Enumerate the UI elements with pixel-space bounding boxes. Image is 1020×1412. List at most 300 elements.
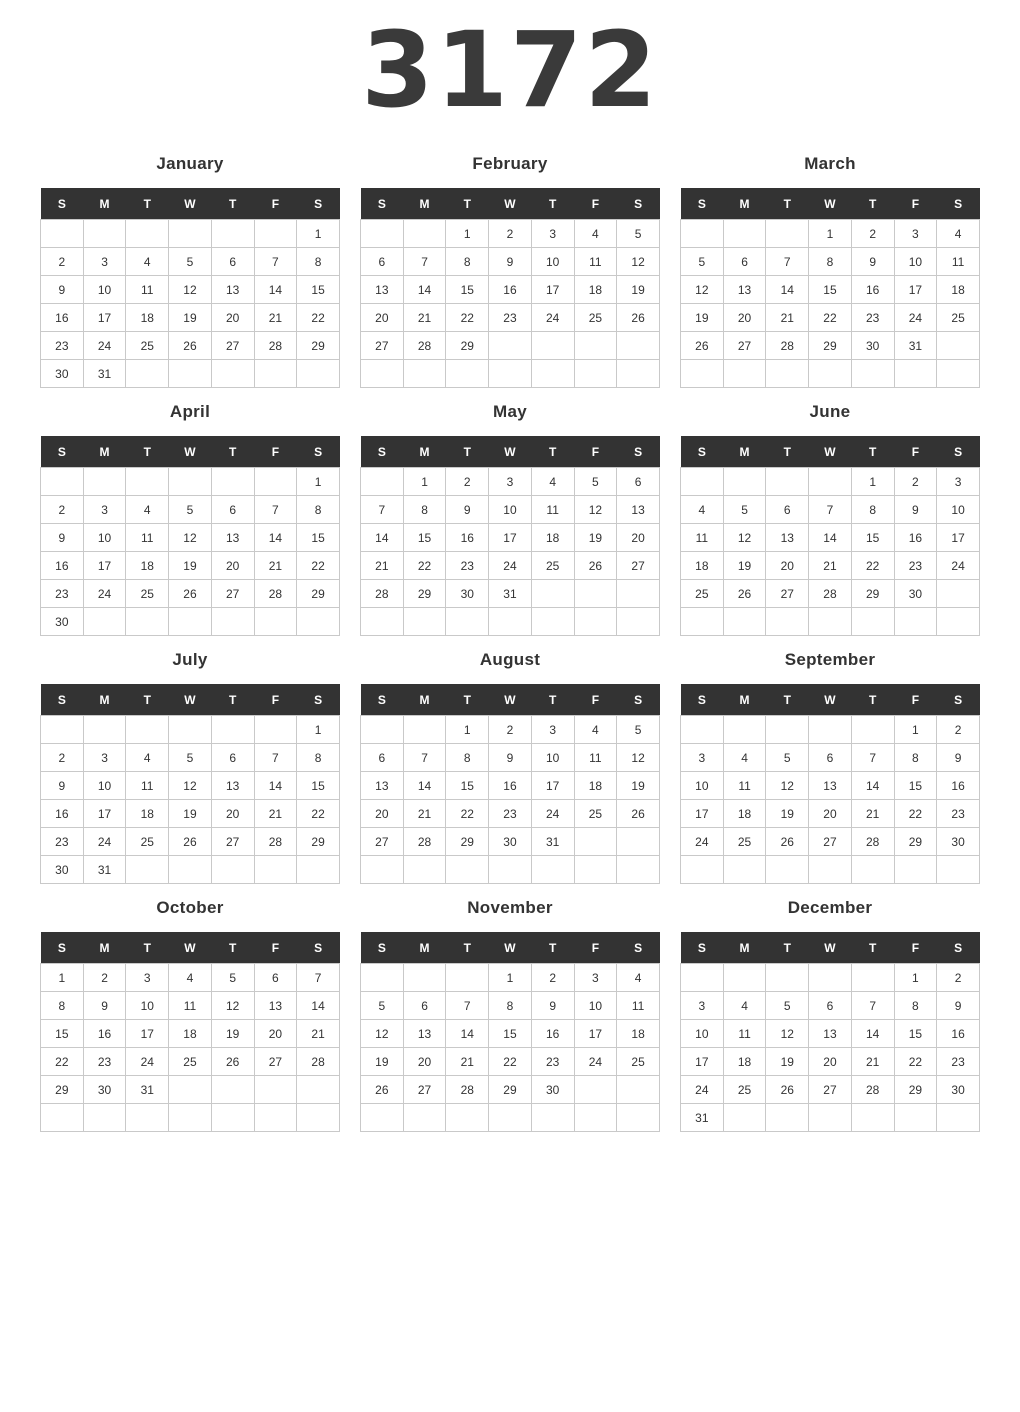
day-cell[interactable]: 25 xyxy=(937,304,980,332)
day-cell[interactable]: 27 xyxy=(254,1048,297,1076)
day-cell[interactable]: 24 xyxy=(531,304,574,332)
day-cell[interactable]: 12 xyxy=(617,248,660,276)
day-cell[interactable]: 17 xyxy=(83,800,126,828)
day-cell[interactable]: 16 xyxy=(41,800,84,828)
day-cell[interactable]: 4 xyxy=(126,248,169,276)
day-cell[interactable]: 10 xyxy=(937,496,980,524)
day-cell[interactable]: 25 xyxy=(126,828,169,856)
day-cell[interactable]: 25 xyxy=(617,1048,660,1076)
day-cell[interactable]: 1 xyxy=(894,716,937,744)
day-cell[interactable]: 21 xyxy=(403,304,446,332)
day-cell[interactable]: 28 xyxy=(851,828,894,856)
day-cell[interactable]: 3 xyxy=(937,468,980,496)
day-cell[interactable]: 23 xyxy=(894,552,937,580)
day-cell[interactable]: 23 xyxy=(446,552,489,580)
day-cell[interactable]: 2 xyxy=(489,716,532,744)
day-cell[interactable]: 5 xyxy=(169,744,212,772)
day-cell[interactable]: 5 xyxy=(211,964,254,992)
day-cell[interactable]: 28 xyxy=(254,580,297,608)
day-cell[interactable]: 20 xyxy=(361,304,404,332)
day-cell[interactable]: 3 xyxy=(83,248,126,276)
day-cell[interactable]: 13 xyxy=(809,1020,852,1048)
day-cell[interactable]: 21 xyxy=(446,1048,489,1076)
day-cell[interactable]: 2 xyxy=(41,248,84,276)
day-cell[interactable]: 4 xyxy=(574,220,617,248)
day-cell[interactable]: 12 xyxy=(361,1020,404,1048)
day-cell[interactable]: 13 xyxy=(403,1020,446,1048)
day-cell[interactable]: 21 xyxy=(254,552,297,580)
day-cell[interactable]: 19 xyxy=(361,1048,404,1076)
day-cell[interactable]: 1 xyxy=(297,220,340,248)
day-cell[interactable]: 16 xyxy=(894,524,937,552)
day-cell[interactable]: 12 xyxy=(169,772,212,800)
day-cell[interactable]: 18 xyxy=(531,524,574,552)
day-cell[interactable]: 11 xyxy=(531,496,574,524)
day-cell[interactable]: 22 xyxy=(297,552,340,580)
day-cell[interactable]: 6 xyxy=(809,992,852,1020)
day-cell[interactable]: 2 xyxy=(446,468,489,496)
day-cell[interactable]: 30 xyxy=(41,360,84,388)
day-cell[interactable]: 16 xyxy=(937,772,980,800)
day-cell[interactable]: 11 xyxy=(126,524,169,552)
day-cell[interactable]: 17 xyxy=(574,1020,617,1048)
day-cell[interactable]: 9 xyxy=(489,744,532,772)
day-cell[interactable]: 21 xyxy=(851,1048,894,1076)
day-cell[interactable]: 15 xyxy=(851,524,894,552)
day-cell[interactable]: 28 xyxy=(403,828,446,856)
day-cell[interactable]: 25 xyxy=(574,800,617,828)
day-cell[interactable]: 13 xyxy=(809,772,852,800)
day-cell[interactable]: 2 xyxy=(937,964,980,992)
day-cell[interactable]: 10 xyxy=(83,772,126,800)
day-cell[interactable]: 1 xyxy=(297,716,340,744)
day-cell[interactable]: 29 xyxy=(446,828,489,856)
day-cell[interactable]: 27 xyxy=(361,332,404,360)
day-cell[interactable]: 6 xyxy=(211,496,254,524)
day-cell[interactable]: 19 xyxy=(681,304,724,332)
day-cell[interactable]: 30 xyxy=(894,580,937,608)
day-cell[interactable]: 1 xyxy=(403,468,446,496)
day-cell[interactable]: 17 xyxy=(489,524,532,552)
day-cell[interactable]: 17 xyxy=(531,772,574,800)
day-cell[interactable]: 11 xyxy=(937,248,980,276)
day-cell[interactable]: 12 xyxy=(574,496,617,524)
day-cell[interactable]: 3 xyxy=(83,744,126,772)
day-cell[interactable]: 22 xyxy=(894,1048,937,1076)
day-cell[interactable]: 15 xyxy=(809,276,852,304)
day-cell[interactable]: 23 xyxy=(41,828,84,856)
day-cell[interactable]: 23 xyxy=(937,800,980,828)
day-cell[interactable]: 21 xyxy=(297,1020,340,1048)
day-cell[interactable]: 4 xyxy=(723,992,766,1020)
day-cell[interactable]: 30 xyxy=(489,828,532,856)
day-cell[interactable]: 18 xyxy=(574,772,617,800)
day-cell[interactable]: 12 xyxy=(169,276,212,304)
day-cell[interactable]: 24 xyxy=(83,580,126,608)
day-cell[interactable]: 15 xyxy=(894,1020,937,1048)
day-cell[interactable]: 20 xyxy=(809,1048,852,1076)
day-cell[interactable]: 26 xyxy=(723,580,766,608)
day-cell[interactable]: 26 xyxy=(766,828,809,856)
day-cell[interactable]: 16 xyxy=(446,524,489,552)
day-cell[interactable]: 15 xyxy=(403,524,446,552)
day-cell[interactable]: 5 xyxy=(169,248,212,276)
day-cell[interactable]: 3 xyxy=(83,496,126,524)
day-cell[interactable]: 24 xyxy=(937,552,980,580)
day-cell[interactable]: 18 xyxy=(723,800,766,828)
day-cell[interactable]: 20 xyxy=(723,304,766,332)
day-cell[interactable]: 14 xyxy=(766,276,809,304)
day-cell[interactable]: 18 xyxy=(617,1020,660,1048)
day-cell[interactable]: 16 xyxy=(489,276,532,304)
day-cell[interactable]: 7 xyxy=(403,248,446,276)
day-cell[interactable]: 8 xyxy=(489,992,532,1020)
day-cell[interactable]: 14 xyxy=(254,772,297,800)
day-cell[interactable]: 9 xyxy=(937,992,980,1020)
day-cell[interactable]: 6 xyxy=(617,468,660,496)
day-cell[interactable]: 27 xyxy=(403,1076,446,1104)
day-cell[interactable]: 30 xyxy=(851,332,894,360)
day-cell[interactable]: 14 xyxy=(297,992,340,1020)
day-cell[interactable]: 4 xyxy=(574,716,617,744)
day-cell[interactable]: 31 xyxy=(681,1104,724,1132)
day-cell[interactable]: 29 xyxy=(297,828,340,856)
day-cell[interactable]: 3 xyxy=(531,716,574,744)
day-cell[interactable]: 3 xyxy=(681,744,724,772)
day-cell[interactable]: 31 xyxy=(894,332,937,360)
day-cell[interactable]: 14 xyxy=(851,772,894,800)
day-cell[interactable]: 4 xyxy=(126,744,169,772)
day-cell[interactable]: 8 xyxy=(446,744,489,772)
day-cell[interactable]: 19 xyxy=(169,800,212,828)
day-cell[interactable]: 5 xyxy=(766,992,809,1020)
day-cell[interactable]: 3 xyxy=(489,468,532,496)
day-cell[interactable]: 5 xyxy=(617,220,660,248)
day-cell[interactable]: 20 xyxy=(809,800,852,828)
day-cell[interactable]: 13 xyxy=(254,992,297,1020)
day-cell[interactable]: 17 xyxy=(894,276,937,304)
day-cell[interactable]: 25 xyxy=(126,580,169,608)
day-cell[interactable]: 6 xyxy=(403,992,446,1020)
day-cell[interactable]: 7 xyxy=(766,248,809,276)
day-cell[interactable]: 7 xyxy=(254,248,297,276)
day-cell[interactable]: 3 xyxy=(574,964,617,992)
day-cell[interactable]: 29 xyxy=(41,1076,84,1104)
day-cell[interactable]: 9 xyxy=(446,496,489,524)
day-cell[interactable]: 6 xyxy=(254,964,297,992)
day-cell[interactable]: 31 xyxy=(83,856,126,884)
day-cell[interactable]: 8 xyxy=(851,496,894,524)
day-cell[interactable]: 25 xyxy=(723,828,766,856)
day-cell[interactable]: 1 xyxy=(41,964,84,992)
day-cell[interactable]: 23 xyxy=(531,1048,574,1076)
day-cell[interactable]: 7 xyxy=(809,496,852,524)
day-cell[interactable]: 18 xyxy=(169,1020,212,1048)
day-cell[interactable]: 26 xyxy=(169,580,212,608)
day-cell[interactable]: 6 xyxy=(809,744,852,772)
day-cell[interactable]: 21 xyxy=(403,800,446,828)
day-cell[interactable]: 5 xyxy=(169,496,212,524)
day-cell[interactable]: 21 xyxy=(361,552,404,580)
day-cell[interactable]: 22 xyxy=(297,800,340,828)
day-cell[interactable]: 23 xyxy=(489,800,532,828)
day-cell[interactable]: 20 xyxy=(211,800,254,828)
day-cell[interactable]: 10 xyxy=(681,772,724,800)
day-cell[interactable]: 3 xyxy=(126,964,169,992)
day-cell[interactable]: 11 xyxy=(126,772,169,800)
day-cell[interactable]: 15 xyxy=(446,276,489,304)
day-cell[interactable]: 21 xyxy=(254,800,297,828)
day-cell[interactable]: 19 xyxy=(766,1048,809,1076)
day-cell[interactable]: 3 xyxy=(894,220,937,248)
day-cell[interactable]: 11 xyxy=(723,1020,766,1048)
day-cell[interactable]: 22 xyxy=(489,1048,532,1076)
day-cell[interactable]: 5 xyxy=(574,468,617,496)
day-cell[interactable]: 29 xyxy=(297,332,340,360)
day-cell[interactable]: 16 xyxy=(41,552,84,580)
day-cell[interactable]: 9 xyxy=(83,992,126,1020)
day-cell[interactable]: 10 xyxy=(83,524,126,552)
day-cell[interactable]: 19 xyxy=(169,552,212,580)
day-cell[interactable]: 23 xyxy=(41,580,84,608)
day-cell[interactable]: 12 xyxy=(766,772,809,800)
day-cell[interactable]: 14 xyxy=(809,524,852,552)
day-cell[interactable]: 8 xyxy=(41,992,84,1020)
day-cell[interactable]: 13 xyxy=(361,276,404,304)
day-cell[interactable]: 14 xyxy=(403,772,446,800)
day-cell[interactable]: 29 xyxy=(446,332,489,360)
day-cell[interactable]: 20 xyxy=(254,1020,297,1048)
day-cell[interactable]: 24 xyxy=(531,800,574,828)
day-cell[interactable]: 22 xyxy=(446,304,489,332)
day-cell[interactable]: 10 xyxy=(83,276,126,304)
day-cell[interactable]: 1 xyxy=(894,964,937,992)
day-cell[interactable]: 19 xyxy=(617,276,660,304)
day-cell[interactable]: 11 xyxy=(169,992,212,1020)
day-cell[interactable]: 21 xyxy=(766,304,809,332)
day-cell[interactable]: 24 xyxy=(83,332,126,360)
day-cell[interactable]: 13 xyxy=(361,772,404,800)
day-cell[interactable]: 22 xyxy=(297,304,340,332)
day-cell[interactable]: 21 xyxy=(851,800,894,828)
day-cell[interactable]: 30 xyxy=(531,1076,574,1104)
day-cell[interactable]: 6 xyxy=(211,744,254,772)
day-cell[interactable]: 13 xyxy=(766,524,809,552)
day-cell[interactable]: 13 xyxy=(211,524,254,552)
day-cell[interactable]: 24 xyxy=(126,1048,169,1076)
day-cell[interactable]: 17 xyxy=(681,1048,724,1076)
day-cell[interactable]: 25 xyxy=(681,580,724,608)
day-cell[interactable]: 5 xyxy=(766,744,809,772)
day-cell[interactable]: 18 xyxy=(126,304,169,332)
day-cell[interactable]: 23 xyxy=(937,1048,980,1076)
day-cell[interactable]: 7 xyxy=(446,992,489,1020)
day-cell[interactable]: 17 xyxy=(681,800,724,828)
day-cell[interactable]: 29 xyxy=(894,1076,937,1104)
day-cell[interactable]: 1 xyxy=(851,468,894,496)
day-cell[interactable]: 6 xyxy=(361,248,404,276)
day-cell[interactable]: 8 xyxy=(403,496,446,524)
day-cell[interactable]: 7 xyxy=(851,992,894,1020)
day-cell[interactable]: 4 xyxy=(681,496,724,524)
day-cell[interactable]: 20 xyxy=(211,304,254,332)
day-cell[interactable]: 23 xyxy=(41,332,84,360)
day-cell[interactable]: 23 xyxy=(489,304,532,332)
day-cell[interactable]: 19 xyxy=(211,1020,254,1048)
day-cell[interactable]: 29 xyxy=(809,332,852,360)
day-cell[interactable]: 24 xyxy=(894,304,937,332)
day-cell[interactable]: 9 xyxy=(531,992,574,1020)
day-cell[interactable]: 19 xyxy=(617,772,660,800)
day-cell[interactable]: 29 xyxy=(851,580,894,608)
day-cell[interactable]: 30 xyxy=(937,828,980,856)
day-cell[interactable]: 24 xyxy=(489,552,532,580)
day-cell[interactable]: 20 xyxy=(211,552,254,580)
day-cell[interactable]: 17 xyxy=(126,1020,169,1048)
day-cell[interactable]: 27 xyxy=(211,828,254,856)
day-cell[interactable]: 11 xyxy=(574,744,617,772)
day-cell[interactable]: 27 xyxy=(361,828,404,856)
day-cell[interactable]: 2 xyxy=(41,744,84,772)
day-cell[interactable]: 30 xyxy=(41,856,84,884)
day-cell[interactable]: 23 xyxy=(851,304,894,332)
day-cell[interactable]: 20 xyxy=(403,1048,446,1076)
day-cell[interactable]: 15 xyxy=(41,1020,84,1048)
day-cell[interactable]: 19 xyxy=(766,800,809,828)
day-cell[interactable]: 16 xyxy=(531,1020,574,1048)
day-cell[interactable]: 22 xyxy=(809,304,852,332)
day-cell[interactable]: 2 xyxy=(894,468,937,496)
day-cell[interactable]: 7 xyxy=(361,496,404,524)
day-cell[interactable]: 10 xyxy=(894,248,937,276)
day-cell[interactable]: 26 xyxy=(361,1076,404,1104)
day-cell[interactable]: 2 xyxy=(489,220,532,248)
day-cell[interactable]: 2 xyxy=(851,220,894,248)
day-cell[interactable]: 10 xyxy=(574,992,617,1020)
day-cell[interactable]: 1 xyxy=(446,220,489,248)
day-cell[interactable]: 18 xyxy=(937,276,980,304)
day-cell[interactable]: 28 xyxy=(361,580,404,608)
day-cell[interactable]: 27 xyxy=(211,580,254,608)
day-cell[interactable]: 26 xyxy=(766,1076,809,1104)
day-cell[interactable]: 9 xyxy=(937,744,980,772)
day-cell[interactable]: 17 xyxy=(531,276,574,304)
day-cell[interactable]: 1 xyxy=(809,220,852,248)
day-cell[interactable]: 4 xyxy=(937,220,980,248)
day-cell[interactable]: 25 xyxy=(723,1076,766,1104)
day-cell[interactable]: 17 xyxy=(83,552,126,580)
day-cell[interactable]: 8 xyxy=(297,248,340,276)
day-cell[interactable]: 2 xyxy=(41,496,84,524)
day-cell[interactable]: 10 xyxy=(531,744,574,772)
day-cell[interactable]: 3 xyxy=(531,220,574,248)
day-cell[interactable]: 8 xyxy=(894,744,937,772)
day-cell[interactable]: 28 xyxy=(254,332,297,360)
day-cell[interactable]: 25 xyxy=(531,552,574,580)
day-cell[interactable]: 11 xyxy=(574,248,617,276)
day-cell[interactable]: 20 xyxy=(766,552,809,580)
day-cell[interactable]: 14 xyxy=(254,524,297,552)
day-cell[interactable]: 5 xyxy=(681,248,724,276)
day-cell[interactable]: 10 xyxy=(489,496,532,524)
day-cell[interactable]: 29 xyxy=(894,828,937,856)
day-cell[interactable]: 9 xyxy=(41,276,84,304)
day-cell[interactable]: 22 xyxy=(403,552,446,580)
day-cell[interactable]: 29 xyxy=(297,580,340,608)
day-cell[interactable]: 30 xyxy=(446,580,489,608)
day-cell[interactable]: 4 xyxy=(126,496,169,524)
day-cell[interactable]: 18 xyxy=(126,800,169,828)
day-cell[interactable]: 12 xyxy=(723,524,766,552)
day-cell[interactable]: 9 xyxy=(41,772,84,800)
day-cell[interactable]: 20 xyxy=(361,800,404,828)
day-cell[interactable]: 24 xyxy=(681,828,724,856)
day-cell[interactable]: 12 xyxy=(766,1020,809,1048)
day-cell[interactable]: 12 xyxy=(211,992,254,1020)
day-cell[interactable]: 13 xyxy=(723,276,766,304)
day-cell[interactable]: 10 xyxy=(126,992,169,1020)
day-cell[interactable]: 8 xyxy=(894,992,937,1020)
day-cell[interactable]: 2 xyxy=(531,964,574,992)
day-cell[interactable]: 22 xyxy=(41,1048,84,1076)
day-cell[interactable]: 30 xyxy=(937,1076,980,1104)
day-cell[interactable]: 7 xyxy=(254,496,297,524)
day-cell[interactable]: 28 xyxy=(254,828,297,856)
day-cell[interactable]: 30 xyxy=(83,1076,126,1104)
day-cell[interactable]: 11 xyxy=(617,992,660,1020)
day-cell[interactable]: 4 xyxy=(531,468,574,496)
day-cell[interactable]: 14 xyxy=(851,1020,894,1048)
day-cell[interactable]: 22 xyxy=(446,800,489,828)
day-cell[interactable]: 26 xyxy=(617,304,660,332)
day-cell[interactable]: 4 xyxy=(169,964,212,992)
day-cell[interactable]: 15 xyxy=(489,1020,532,1048)
day-cell[interactable]: 18 xyxy=(126,552,169,580)
day-cell[interactable]: 3 xyxy=(681,992,724,1020)
day-cell[interactable]: 5 xyxy=(617,716,660,744)
day-cell[interactable]: 15 xyxy=(297,276,340,304)
day-cell[interactable]: 8 xyxy=(297,496,340,524)
day-cell[interactable]: 23 xyxy=(83,1048,126,1076)
day-cell[interactable]: 24 xyxy=(83,828,126,856)
day-cell[interactable]: 16 xyxy=(83,1020,126,1048)
day-cell[interactable]: 1 xyxy=(297,468,340,496)
day-cell[interactable]: 28 xyxy=(809,580,852,608)
day-cell[interactable]: 28 xyxy=(766,332,809,360)
day-cell[interactable]: 28 xyxy=(297,1048,340,1076)
day-cell[interactable]: 27 xyxy=(211,332,254,360)
day-cell[interactable]: 2 xyxy=(937,716,980,744)
day-cell[interactable]: 28 xyxy=(403,332,446,360)
day-cell[interactable]: 14 xyxy=(403,276,446,304)
day-cell[interactable]: 27 xyxy=(809,828,852,856)
day-cell[interactable]: 16 xyxy=(489,772,532,800)
day-cell[interactable]: 15 xyxy=(894,772,937,800)
day-cell[interactable]: 20 xyxy=(617,524,660,552)
day-cell[interactable]: 5 xyxy=(361,992,404,1020)
day-cell[interactable]: 15 xyxy=(297,772,340,800)
day-cell[interactable]: 12 xyxy=(617,744,660,772)
day-cell[interactable]: 8 xyxy=(446,248,489,276)
day-cell[interactable]: 25 xyxy=(574,304,617,332)
day-cell[interactable]: 22 xyxy=(894,800,937,828)
day-cell[interactable]: 10 xyxy=(681,1020,724,1048)
day-cell[interactable]: 28 xyxy=(446,1076,489,1104)
day-cell[interactable]: 15 xyxy=(297,524,340,552)
day-cell[interactable]: 6 xyxy=(723,248,766,276)
day-cell[interactable]: 8 xyxy=(809,248,852,276)
day-cell[interactable]: 26 xyxy=(617,800,660,828)
